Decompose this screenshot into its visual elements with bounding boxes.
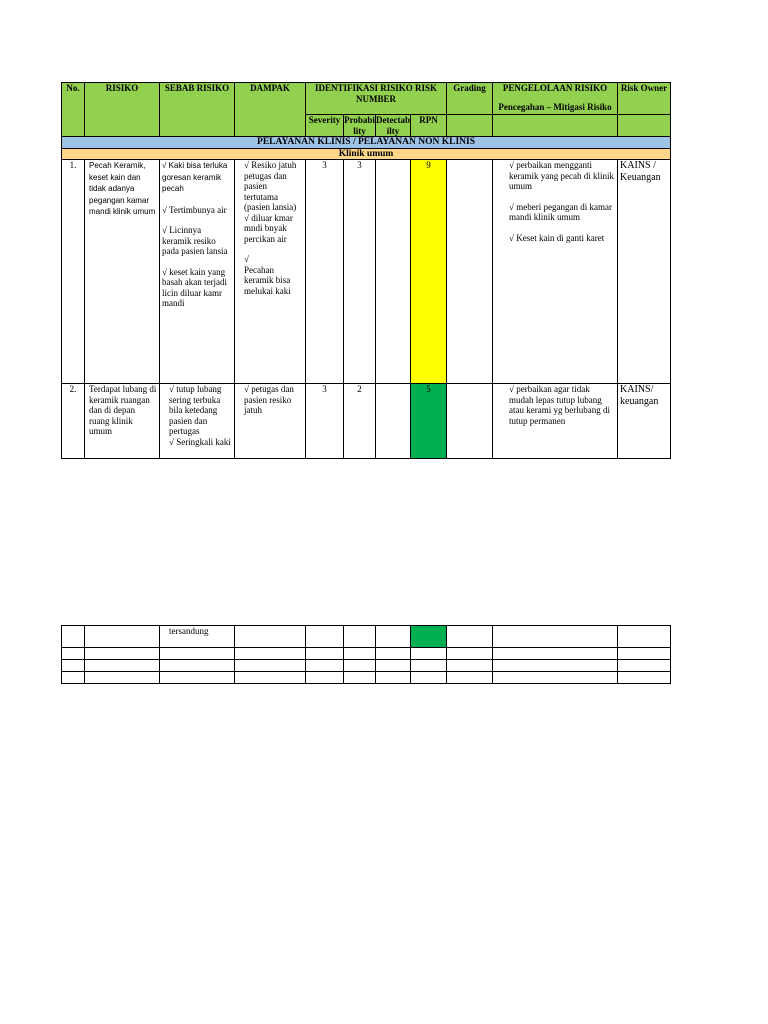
empty-cell: [493, 672, 618, 684]
empty-cell: [235, 672, 306, 684]
severity-cell: 3: [306, 384, 344, 459]
header-owner-sub: [618, 115, 671, 137]
header-pengelolaan-title: PENGELOLAAN RISIKO: [502, 83, 608, 93]
empty-cell: [493, 660, 618, 672]
empty-cell: [344, 660, 376, 672]
empty-cell: [62, 648, 85, 660]
empty-cell: [376, 626, 411, 648]
dampak-item: Pecahan keramik bisa melukai kaki: [244, 264, 291, 296]
empty-cell: [344, 648, 376, 660]
empty-cell: [235, 626, 306, 648]
header-risk-owner: Risk Owner: [618, 83, 671, 115]
sebab-item: √ Kaki bisa terluka goresan keramik pecah: [162, 161, 228, 193]
empty-cell: [160, 672, 235, 684]
mitigasi-item: √ perbaikan mengganti keramik yang pecah di klinik umum: [509, 160, 615, 191]
empty-cell: [344, 626, 376, 648]
header-detectability: Detectabilty: [376, 115, 410, 136]
sebab-continuation: tersandung: [160, 626, 235, 648]
rpn-continuation: [411, 626, 447, 648]
mitigasi-cell: [493, 160, 618, 384]
empty-cell: [618, 648, 671, 660]
empty-cell: [160, 648, 235, 660]
header-pengelolaan-sub: [493, 115, 618, 137]
empty-cell: [447, 672, 493, 684]
header-identifikasi-risiko: IDENTIFIKASI RISIKO RISK NUMBER: [306, 83, 447, 115]
empty-cell: [618, 626, 671, 648]
risiko-cell: Pecah Keramik, keset kain dan tidak adanya pegangan kamar mandi klinik umum: [85, 160, 160, 384]
row-number: 2.: [62, 384, 85, 459]
empty-cell: [411, 672, 447, 684]
empty-cell: [85, 648, 160, 660]
row-number: 1.: [62, 160, 85, 384]
header-no: No.: [62, 83, 85, 137]
header-rpn: RPN: [411, 115, 447, 137]
empty-cell: [85, 660, 160, 672]
header-grading-sub: [447, 115, 493, 137]
mitigasi-cell: [493, 384, 618, 459]
empty-cell: [376, 648, 411, 660]
dampak-item: √ diluar kmar mndi bnyak percikan air: [244, 212, 293, 244]
risk-owner-cell: KAINS/ keuangan: [618, 384, 671, 459]
header-sebab-risiko: SEBAB RISIKO: [160, 83, 235, 137]
empty-cell: [447, 648, 493, 660]
sebab-item: √ Tertimbunya air: [162, 204, 227, 215]
empty-cell: [493, 626, 618, 648]
empty-cell: [306, 672, 344, 684]
empty-cell: [62, 672, 85, 684]
sebab-item: √ Licinnya keramik resiko pada pasien lansia: [162, 225, 228, 256]
sebab-cell: [160, 384, 235, 459]
header-severity: Severity: [306, 115, 344, 137]
table-row: [62, 648, 671, 660]
dampak-item: √: [244, 254, 249, 264]
header-risiko: RISIKO: [85, 83, 160, 137]
rpn-cell: 5: [411, 384, 447, 459]
dampak-item: √ petugas dan pasien resiko jatuh: [244, 384, 294, 415]
table-row: [62, 384, 671, 459]
risiko-cell: Terdapat lubang di keramik ruangan dan di depan ruang klinik umum: [85, 384, 160, 459]
section-row: [62, 137, 671, 149]
empty-cell: [411, 648, 447, 660]
empty-cell: [376, 660, 411, 672]
table-row: [62, 626, 671, 648]
dampak-cell: [235, 384, 306, 459]
mitigasi-item: √ meberi pegangan di kamar mandi klinik umum: [509, 201, 612, 222]
empty-cell: [62, 626, 85, 648]
empty-cell: [344, 672, 376, 684]
empty-cell: [85, 626, 160, 648]
probability-cell: 2: [344, 384, 376, 459]
risk-owner-cell: KAINS / Keuangan: [618, 160, 671, 384]
empty-cell: [235, 648, 306, 660]
header-dampak: DAMPAK: [235, 83, 306, 137]
sebab-item: √ tutup lubang sering terbuka bila ketedang pasien dan pertugas: [169, 384, 222, 436]
empty-cell: [618, 660, 671, 672]
subsection-row: [62, 148, 671, 160]
severity-cell: 3: [306, 160, 344, 384]
detectability-cell: [376, 160, 411, 384]
sebab-item: √ keset kain yang basah akan terjadi licin diluar kamr mandi: [162, 266, 227, 308]
empty-cell: [447, 660, 493, 672]
mitigasi-item: √ Keset kain di ganti karet: [509, 232, 605, 243]
empty-cell: [160, 660, 235, 672]
empty-cell: [411, 660, 447, 672]
grading-cell: [447, 384, 493, 459]
empty-cell: [306, 626, 344, 648]
empty-cell: [493, 648, 618, 660]
header-pencegahan: Pencegahan – Mitigasi Risiko: [498, 101, 612, 112]
dampak-item: √ Resiko jatuh petugas dan pasien tertutama (pasien lansia): [244, 160, 297, 212]
mitigasi-item: √ perbaikan agar tidak mudah lepas tutup lubang atau kerami yg berlubang di tutup permanen: [509, 384, 611, 426]
grading-cell: [447, 160, 493, 384]
risk-register-table: [61, 82, 671, 459]
header-row: [62, 83, 671, 115]
empty-cell: [85, 672, 160, 684]
rpn-cell: 9: [411, 160, 447, 384]
table-row: [62, 660, 671, 672]
empty-cell: [376, 672, 411, 684]
sebab-item: √ Seringkali kaki: [169, 436, 231, 447]
probability-cell: 3: [344, 160, 376, 384]
empty-cell: [306, 660, 344, 672]
table-row: [62, 160, 671, 384]
empty-cell: [447, 626, 493, 648]
section-title: PELAYANAN KLINIS / PELAYANAN NON KLINIS: [62, 137, 671, 149]
header-probability: Probability: [344, 115, 375, 136]
header-pengelolaan-risiko: [493, 83, 618, 115]
section-subtitle: Klinik umum: [62, 148, 671, 160]
header-grading: Grading: [447, 83, 493, 115]
empty-cell: [235, 660, 306, 672]
empty-cell: [618, 672, 671, 684]
table-row: [62, 672, 671, 684]
empty-cell: [306, 648, 344, 660]
sebab-cell: [160, 160, 235, 384]
dampak-cell: [235, 160, 306, 384]
continuation-table: [61, 625, 671, 684]
empty-cell: [62, 660, 85, 672]
detectability-cell: [376, 384, 411, 459]
